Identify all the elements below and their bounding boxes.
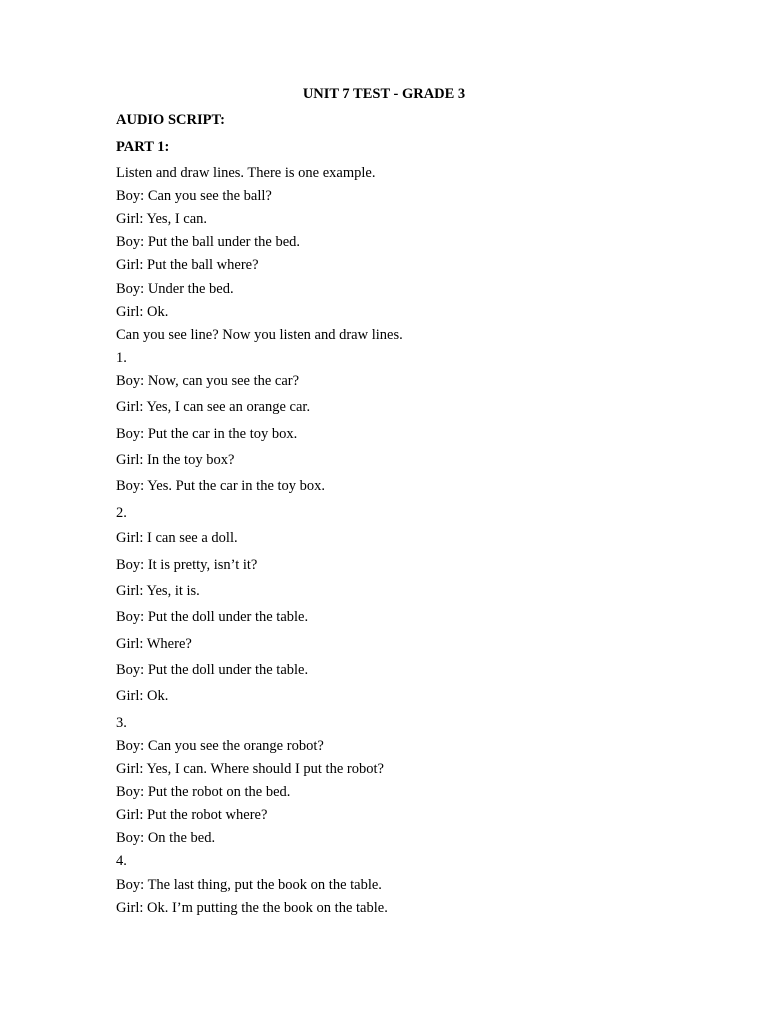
script-line: Listen and draw lines. There is one example. <box>116 165 376 181</box>
script-line: Boy: It is pretty, isn’t it? <box>116 557 258 573</box>
script-line: Girl: I can see a doll. <box>116 530 238 546</box>
section-number: 3. <box>116 715 127 731</box>
script-line: Girl: Ok. I’m putting the the book on the table. <box>116 900 388 916</box>
script-line: Boy: Can you see the ball? <box>116 188 272 204</box>
document-title: UNIT 7 TEST - GRADE 3 <box>302 86 466 102</box>
script-line: Girl: Put the robot where? <box>116 807 268 823</box>
script-line: Boy: Put the robot on the bed. <box>116 784 291 800</box>
script-line: Girl: Ok. <box>116 304 169 320</box>
script-line: Boy: Put the car in the toy box. <box>116 426 298 442</box>
script-line: Girl: Yes, I can. <box>116 211 208 227</box>
script-line: Girl: Yes, I can. Where should I put the robot? <box>116 761 384 777</box>
script-line: Boy: Can you see the orange robot? <box>116 738 324 754</box>
section-number: 4. <box>116 853 127 869</box>
script-line: Boy: Put the doll under the table. <box>116 609 309 625</box>
script-line: Girl: Yes, it is. <box>116 583 200 599</box>
script-line: Boy: On the bed. <box>116 830 216 846</box>
script-line: Boy: Yes. Put the car in the toy box. <box>116 478 326 494</box>
script-line: Girl: Ok. <box>116 688 169 704</box>
script-line: Boy: Put the ball under the bed. <box>116 234 301 250</box>
script-line: Girl: Put the ball where? <box>116 257 259 273</box>
section-number: 1. <box>116 350 127 366</box>
script-line: Boy: Under the bed. <box>116 281 234 297</box>
script-line: Girl: In the toy box? <box>116 452 235 468</box>
section-number: 2. <box>116 505 127 521</box>
part-heading: PART 1: <box>116 139 170 155</box>
script-line: Boy: Put the doll under the table. <box>116 662 309 678</box>
script-line: Girl: Where? <box>116 636 192 652</box>
script-line: Boy: Now, can you see the car? <box>116 373 300 389</box>
audio-script-heading: AUDIO SCRIPT: <box>116 112 225 128</box>
script-line: Boy: The last thing, put the book on the table. <box>116 877 382 893</box>
script-line: Can you see line? Now you listen and draw lines. <box>116 327 403 343</box>
script-line: Girl: Yes, I can see an orange car. <box>116 399 311 415</box>
